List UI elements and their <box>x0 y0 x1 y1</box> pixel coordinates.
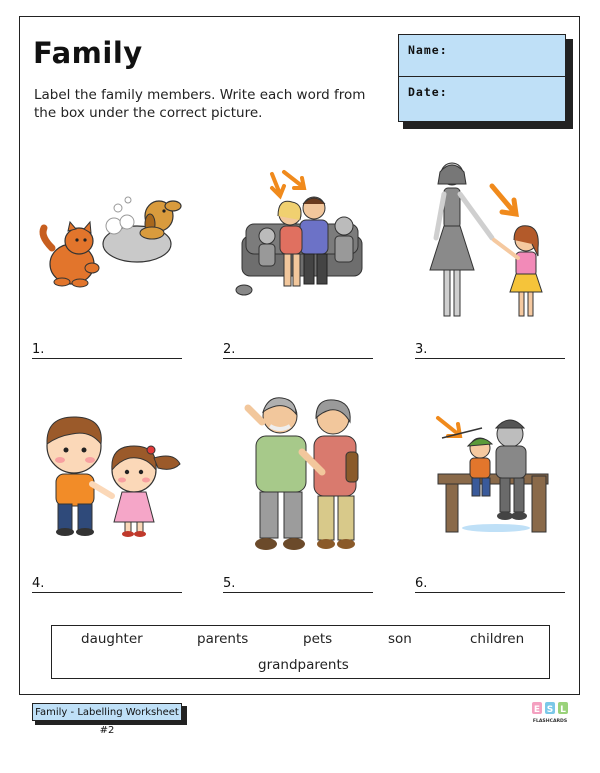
logo-letter-l: L <box>560 705 566 715</box>
answer-line-5[interactable] <box>223 592 373 593</box>
word-box <box>51 625 550 679</box>
instructions: Label the family members. Write each word from the box under the correct picture. <box>34 87 366 121</box>
item-number-1: 1. <box>32 342 45 357</box>
word-grandparents: grandparents <box>258 657 349 673</box>
item-number-3: 3. <box>415 342 428 357</box>
logo-tagline: FLASHCARDS <box>532 719 568 724</box>
logo-letter-e: E <box>533 705 541 715</box>
esl-flashcards-logo <box>530 702 570 726</box>
answer-line-4[interactable] <box>32 592 182 593</box>
parents-picture <box>222 166 377 306</box>
item-number-2: 2. <box>223 342 236 357</box>
info-box <box>398 34 566 122</box>
answer-line-3[interactable] <box>415 358 565 359</box>
word-children: children <box>470 631 525 647</box>
son-picture <box>432 404 562 544</box>
item-number-5: 5. <box>223 576 236 591</box>
footer-label: Family - Labelling Worksheet #2 <box>32 703 182 721</box>
name-label: Name: <box>408 43 448 57</box>
word-son: son <box>388 631 412 647</box>
logo-letter-s: S <box>546 705 554 715</box>
info-divider <box>399 76 565 77</box>
page-title: Family <box>33 36 143 70</box>
pets-picture <box>32 186 187 296</box>
word-pets: pets <box>303 631 333 647</box>
daughter-picture <box>422 158 562 323</box>
answer-line-2[interactable] <box>223 358 373 359</box>
answer-line-6[interactable] <box>415 592 565 593</box>
children-picture <box>32 408 187 540</box>
word-parents: parents <box>197 631 249 647</box>
grandparents-picture <box>230 392 370 557</box>
item-number-6: 6. <box>415 576 428 591</box>
date-label: Date: <box>408 85 448 99</box>
word-daughter: daughter <box>81 631 143 647</box>
answer-line-1[interactable] <box>32 358 182 359</box>
item-number-4: 4. <box>32 576 45 591</box>
